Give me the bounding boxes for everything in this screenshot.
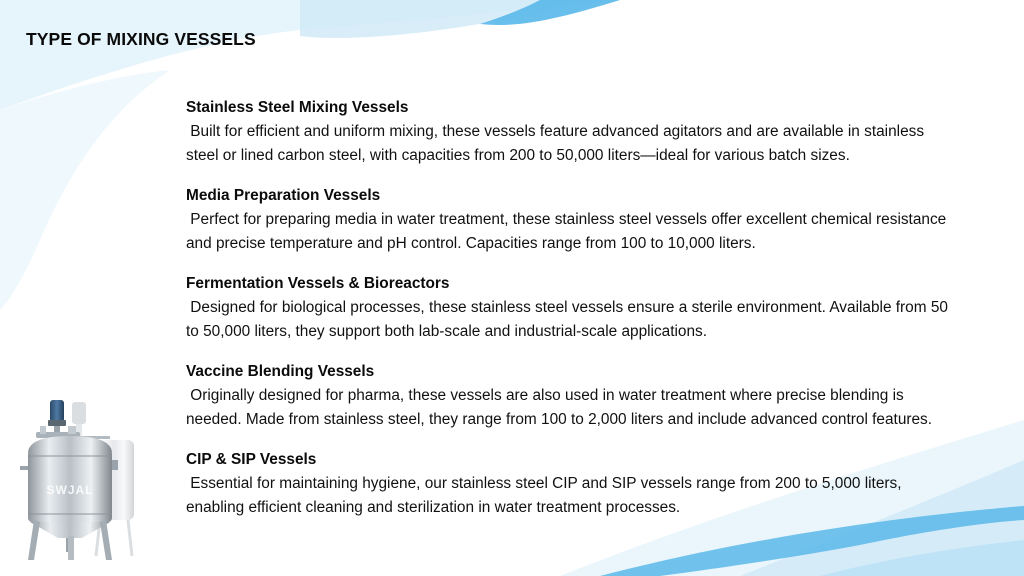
section-media-preparation: [186, 184, 956, 256]
section-body: Originally designed for pharma, these vessels are also used in water treatment where precise blending is needed. Made from stainless steel, they range from 100 to 2,000 liters and include advanced control features.: [186, 387, 933, 428]
section-stainless-steel: [186, 96, 956, 168]
section-heading: Fermentation Vessels & Bioreactors: [186, 275, 450, 292]
section-body: Designed for biological processes, these stainless steel vessels ensure a sterile environment. Available from 50 to 50,000 liters, they support both lab-scale and industrial-scale applications.: [186, 299, 953, 340]
section-cip-sip: [186, 448, 956, 520]
section-body: Essential for maintaining hygiene, our stainless steel CIP and SIP vessels range from 200 to 5,000 liters, enabling efficient cleaning and sterilization in water treatment processes.: [186, 475, 906, 516]
section-fermentation: [186, 272, 956, 344]
section-body: Perfect for preparing media in water treatment, these stainless steel vessels offer excellent chemical resistance and precise temperature and pH control. Capacities range from 100 to 10,000 liters.: [186, 211, 951, 252]
section-heading: Vaccine Blending Vessels: [186, 363, 375, 380]
section-heading: Media Preparation Vessels: [186, 187, 381, 204]
page-title: TYPE OF MIXING VESSELS: [26, 29, 256, 49]
mixing-vessel-image: [20, 396, 140, 564]
section-body: Built for efficient and uniform mixing, these vessels feature advanced agitators and are available in stainless steel or lined carbon steel, with capacities from 200 to 50,000 liters—ideal for various batch sizes.: [186, 123, 929, 164]
vessel-brand-text: SWJAL: [46, 483, 94, 497]
section-heading: Stainless Steel Mixing Vessels: [186, 99, 409, 116]
sections-list: [186, 96, 956, 536]
section-heading: CIP & SIP Vessels: [186, 451, 317, 468]
section-vaccine-blending: [186, 360, 956, 432]
